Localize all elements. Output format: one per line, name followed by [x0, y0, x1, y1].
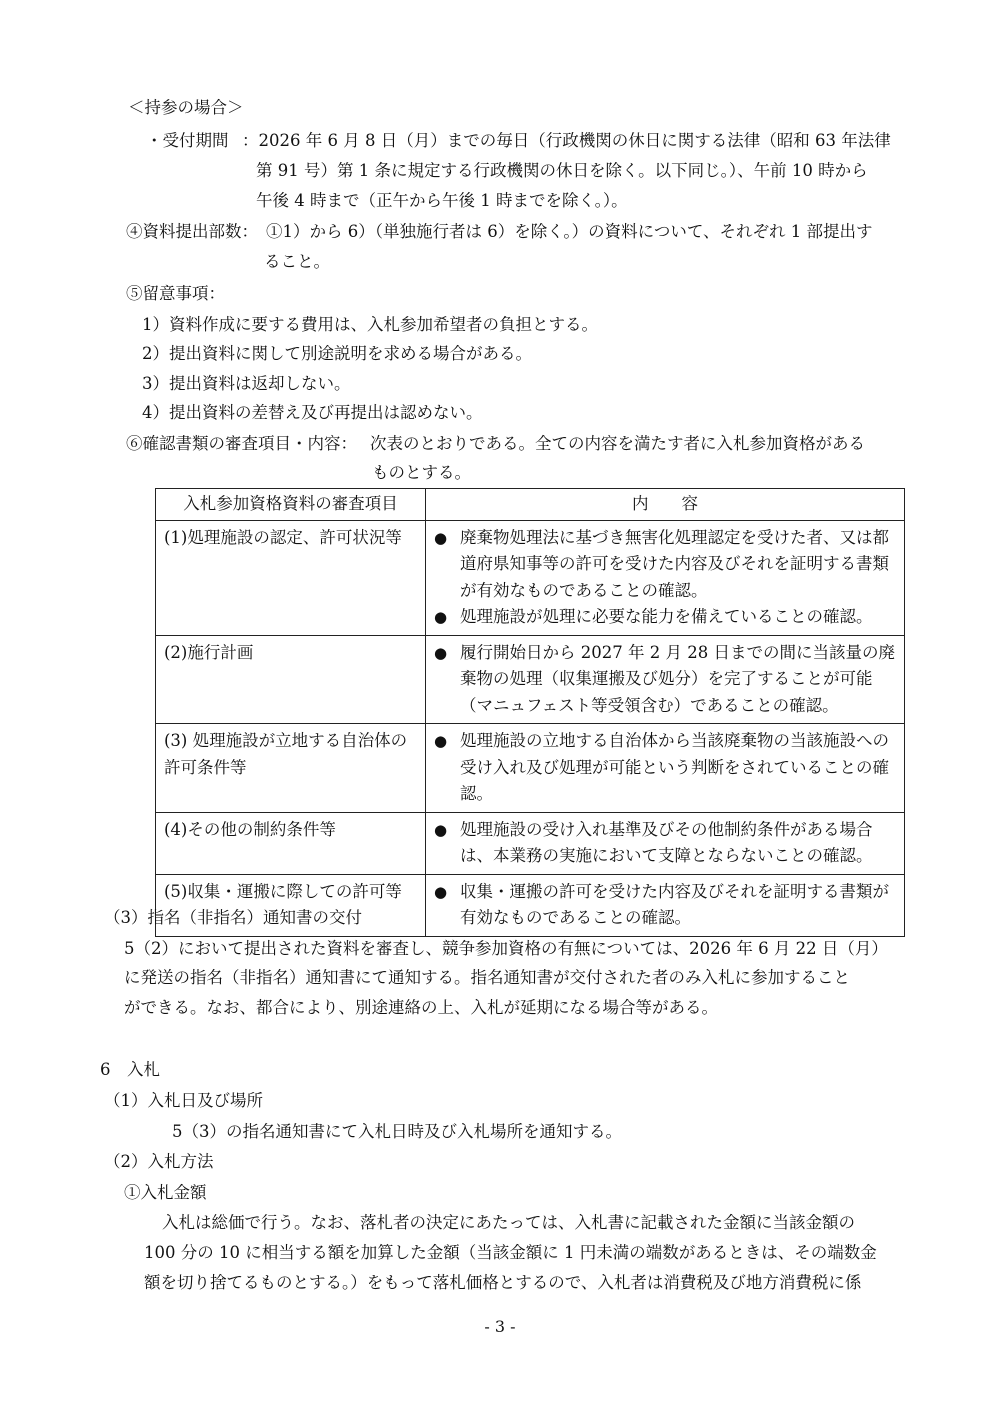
period-line: 午後 4 時まで（正午から午後 1 時までを除く。）。 — [256, 191, 628, 210]
bullet-icon: ● — [434, 820, 448, 839]
bullet-icon: ● — [434, 882, 448, 901]
review-content — [426, 874, 905, 936]
period-line: ：2026 年 6 月 8 日（月）までの毎日（行政機関の休日に関する法律（昭和 63 年法律 — [242, 131, 891, 150]
review-item: (1)処理施設の認定、許可状況等 — [156, 520, 426, 635]
period-line: 第 91 号）第 1 条に規定する行政機関の休日を除く。以下同じ。）、午前 10 時から — [256, 161, 868, 180]
table-header-content: 内 容 — [426, 489, 905, 521]
review-item: (3) 処理施設が立地する自治体の許可条件等 — [156, 724, 426, 813]
section-heading-3: （3）指名（非指名）通知書の交付 — [104, 908, 362, 927]
review-content — [426, 635, 905, 724]
review-item: (4)その他の制約条件等 — [156, 812, 426, 874]
bullet-icon: ● — [434, 528, 448, 547]
sub2-line: 100 分の 10 に相当する額を加算した金額（当該金額に 1 円未満の端数があるときは、その端数金 — [144, 1243, 877, 1262]
table-header-item: 入札参加資格資料の審査項目 — [156, 489, 426, 521]
section-heading-6: 6 入札 — [100, 1060, 160, 1079]
note-item: 4）提出資料の差替え及び再提出は認めない。 — [142, 403, 483, 422]
table-header-row — [156, 489, 905, 521]
section-heading-jisan: ＜持参の場合＞ — [128, 98, 244, 117]
review-item: (5)収集・運搬に際しての許可等 — [156, 874, 426, 936]
period-label: ・受付期間 — [146, 131, 229, 150]
content-bullet: ● 履行開始日から 2027 年 2 月 28 日までの間に当該量の廃棄物の処理（収集運搬及び処分）を完了することが可能（マニュフェスト等受領含む）であることの確認。 — [434, 640, 896, 720]
bullet-icon: ● — [434, 732, 448, 750]
item4-label: ④資料提出部数： — [126, 222, 258, 241]
review-content — [426, 724, 905, 813]
note-item: 2）提出資料に関して別途説明を求める場合がある。 — [142, 344, 532, 363]
item5-label: ⑤留意事項： — [126, 284, 225, 303]
table-row — [156, 724, 905, 813]
table-row — [156, 812, 905, 874]
sub2-line: 入札は総価で行う。なお、落札者の決定にあたっては、入札書に記載された金額に当該金額の — [162, 1213, 855, 1232]
sec3-line: に発送の指名（非指名）通知書にて通知する。指名通知書が交付された者のみ入札に参加すること — [124, 968, 850, 987]
content-bullet: ● 収集・運搬の許可を受けた内容及びそれを証明する書類が有効なものであることの確認。 — [434, 879, 896, 932]
review-table — [155, 488, 905, 937]
note-item: 1）資料作成に要する費用は、入札参加希望者の負担とする。 — [142, 315, 598, 334]
item6-label: ⑥確認書類の審査項目・内容： — [126, 434, 357, 453]
sub2-line: 額を切り捨てるものとする。）をもって落札価格とするので、入札者は消費税及び地方消費税に係 — [144, 1273, 862, 1292]
page-number: - 3 - — [484, 1317, 516, 1336]
content-bullet: ● 処理施設が処理に必要な能力を備えていることの確認。 — [434, 604, 896, 631]
table-row — [156, 635, 905, 724]
review-content — [426, 520, 905, 635]
content-bullet: ● 廃棄物処理法に基づき無害化処理認定を受けた者、又は都道府県知事等の許可を受けた内容及びそれを証明する書類が有効なものであることの確認。 — [434, 525, 896, 605]
table-row — [156, 520, 905, 635]
sub2-item1: ①入札金額 — [124, 1183, 207, 1202]
item6-line: 次表のとおりである。全ての内容を満たす者に入札参加資格がある — [370, 434, 865, 453]
bullet-icon: ● — [434, 643, 448, 662]
bullet-icon: ● — [434, 608, 448, 626]
item4-line: ①1）から 6）（単独施行者は 6）を除く。）の資料について、それぞれ 1 部提出す — [266, 222, 873, 241]
item6-line: ものとする。 — [372, 463, 471, 482]
review-item: (2)施行計画 — [156, 635, 426, 724]
review-content — [426, 812, 905, 874]
item4-line: ること。 — [264, 252, 330, 271]
sub-heading-2: （2）入札方法 — [104, 1152, 214, 1171]
sec3-line: 5（2）において提出された資料を審査し、競争参加資格の有無については、2026 年 6 月 22 日（月） — [124, 939, 888, 958]
content-bullet: ● 処理施設の受け入れ基準及びその他制約条件がある場合は、本業務の実施において支障とならないことの確認。 — [434, 817, 896, 870]
note-item: 3）提出資料は返却しない。 — [142, 374, 351, 393]
content-bullet: ● 処理施設の立地する自治体から当該廃棄物の当該施設への受け入れ及び処理が可能という判断をされていることの確認。 — [434, 728, 896, 808]
sec3-line: ができる。なお、都合により、別途連絡の上、入札が延期になる場合等がある。 — [124, 998, 718, 1017]
sub-heading-1: （1）入札日及び場所 — [104, 1091, 263, 1110]
sub1-text: 5（3）の指名通知書にて入札日時及び入札場所を通知する。 — [172, 1122, 622, 1141]
